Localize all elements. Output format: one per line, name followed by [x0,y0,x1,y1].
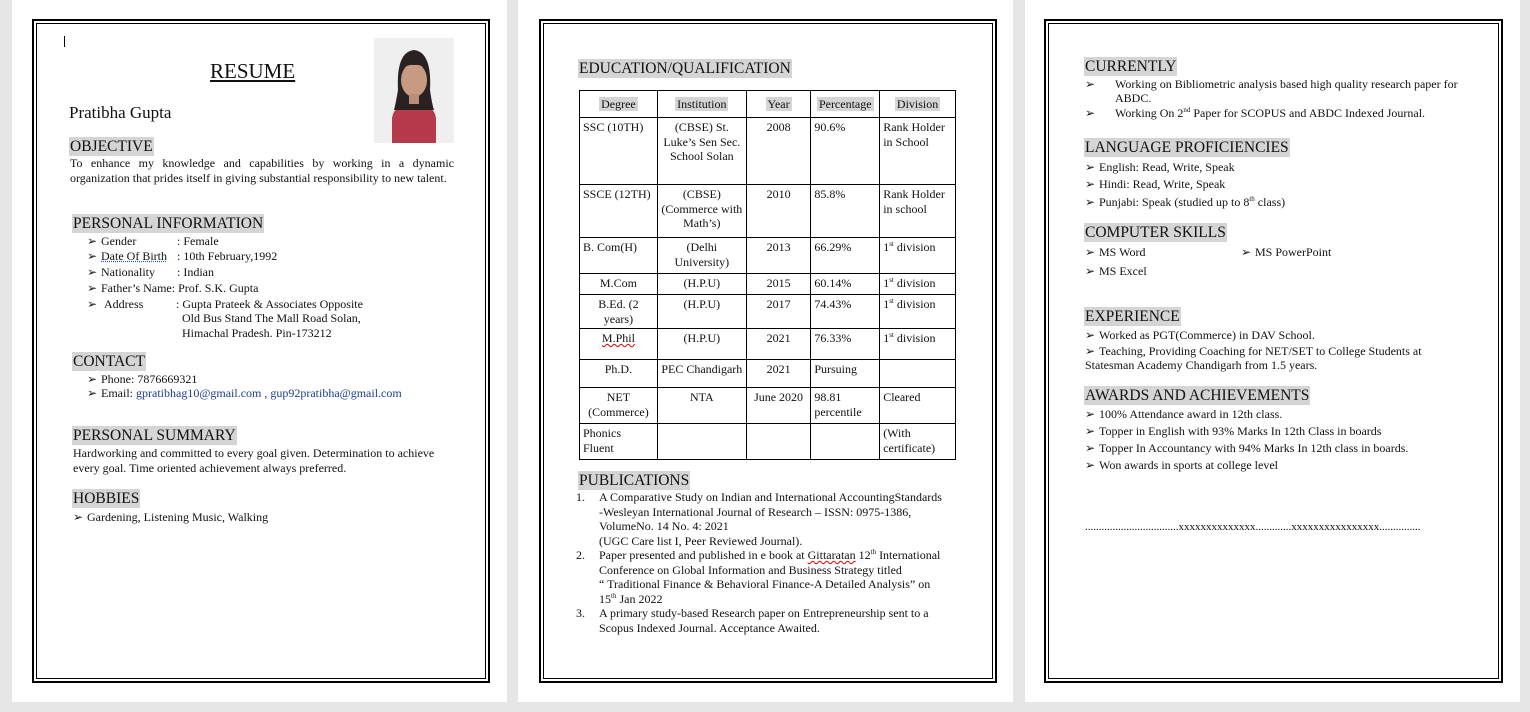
text-cursor [64,36,65,47]
profile-photo [374,38,454,143]
email-link-1[interactable]: gpratibhag10@gmail.com [136,386,262,400]
experience-heading: EXPERIENCE [1085,308,1180,325]
cell-division: (With certificate) [880,424,956,460]
table-row [580,295,956,329]
column-header: Year [746,91,811,118]
email-link-2[interactable]: gup92pratibha@gmail.com [270,386,402,400]
currently-item-cont: ABDC. [1115,91,1152,105]
footer-line: ..................................xxxxxxxxxxxxxx.............xxxxxxxxxxxxxxxx............... [1085,521,1421,533]
cell-percentage [811,424,880,460]
cell-year: 2008 [746,118,811,185]
cell-degree: Ph.D. [580,360,658,388]
cell-percentage: 76.33% [811,329,880,360]
personal-info-heading: PERSONAL INFORMATION [73,215,264,232]
skill-item: ➢ MS Excel [1085,264,1147,278]
cell-degree: SSCE (12TH) [580,185,658,238]
experience-item-cont: Statesman Academy Chandigarh from 1.5 years. [1085,358,1318,372]
contact-heading: CONTACT [73,353,145,370]
cell-institution [657,424,746,460]
info-address: ➢ Address : Gupta Prateek & Associates Opposite [87,297,363,311]
publication-item: 1. A Comparative Study on Indian and International AccountingStandards -Wesleyan International Journal of Research – ISSN: 0975-1386, VolumeNo. 14 No. 4: 2021 (UGC Care list I, Peer Reviewed Journal). [576,490,942,548]
objective-text: To enhance my knowledge and capabilities by working in a dynamic organization that prides itself in giving substantial responsibility to new talent. [70,156,454,185]
publication-item: 2. Paper presented and published in e book at Gittaratan 12th International Conference on Global Information and Business Strategy titled “ Traditional Finance & Behavioral Finance-A Detailed Analysis” on 15th Jan 2022 [576,548,941,606]
language-item: ➢ Punjabi: Speak (studied up to 8th class) [1085,195,1286,209]
hobbies-text: ➢ Gardening, Listening Music, Walking [73,510,269,524]
cell-division: Rank Holder in School [880,118,956,185]
award-item: ➢ Won awards in sports at college level [1085,458,1278,472]
cell-institution: (CBSE) (Commerce with Math’s) [657,185,746,238]
cell-percentage: 74.43% [811,295,880,329]
cell-institution: (CBSE) St. Luke’s Sen Sec. School Solan [657,118,746,185]
table-row [580,238,956,274]
table-row [580,274,956,295]
cell-degree: NET (Commerce) [580,388,658,424]
column-header: Division [880,91,956,118]
cell-year [746,424,811,460]
contact-phone: ➢ Phone: 7876669321 [87,372,198,386]
cell-percentage: 98.81 percentile [811,388,880,424]
cell-percentage: 85.8% [811,185,880,238]
table-row [580,424,956,460]
skill-item: ➢ MS PowerPoint [1241,245,1332,259]
skill-item: ➢ MS Word [1085,245,1146,259]
info-gender: ➢ Gender : Female [87,234,219,248]
cell-institution: (H.P.U) [657,329,746,360]
table-header-row [580,91,956,118]
cell-year: 2017 [746,295,811,329]
info-address-line2: Old Bus Stand The Mall Road Solan, [182,311,361,325]
info-nationality: ➢ Nationality : Indian [87,265,214,279]
cell-institution: (Delhi University) [657,238,746,274]
page-3 [1025,0,1520,702]
languages-heading: LANGUAGE PROFICIENCIES [1085,139,1289,156]
cell-institution: PEC Chandigarh [657,360,746,388]
page-2 [518,0,1013,702]
table-row [580,388,956,424]
cell-division: Rank Holder in school [880,185,956,238]
education-heading: EDUCATION/QUALIFICATION [579,60,791,77]
cell-year: June 2020 [746,388,811,424]
cell-percentage: 66.29% [811,238,880,274]
table-row [580,360,956,388]
column-header: Percentage [811,91,880,118]
award-item: ➢ 100% Attendance award in 12th class. [1085,407,1283,421]
cell-division: 1st division [880,329,956,360]
language-item: ➢ Hindi: Read, Write, Speak [1085,177,1226,191]
summary-text: Hardworking and committed to every goal given. Determination to achieve every goal. Time oriented achievement always preferred. [73,446,435,475]
page-1 [12,0,507,702]
cell-degree: Phonics Fluent [580,424,658,460]
award-item: ➢ Topper in English with 93% Marks In 12th Class in boards [1085,424,1382,438]
cell-degree: SSC (10TH) [580,118,658,185]
candidate-name: Pratibha Gupta [69,103,172,122]
table-row [580,329,956,360]
cell-year: 2021 [746,329,811,360]
cell-degree: M.Phil [580,329,658,360]
currently-item: ➢ Working on Bibliometric analysis based high quality research paper for [1085,77,1458,91]
publication-item: 3. A primary study-based Research paper on Entrepreneurship sent to a Scopus Indexed Journal. Acceptance Awaited. [576,606,929,635]
summary-heading: PERSONAL SUMMARY [73,427,236,444]
experience-item: ➢ Teaching, Providing Coaching for NET/SET to College Students at [1085,344,1422,358]
cell-institution: (H.P.U) [657,295,746,329]
cell-division: 1st division [880,238,956,274]
cell-year: 2021 [746,360,811,388]
info-dob: ➢ Date Of Birth : 10th February,1992 [87,249,278,263]
cell-institution: (H.P.U) [657,274,746,295]
cell-division [880,360,956,388]
table-row [580,185,956,238]
language-item: ➢ English: Read, Write, Speak [1085,160,1235,174]
hobbies-heading: HOBBIES [73,490,140,507]
cell-degree: M.Com [580,274,658,295]
cell-division: 1st division [880,274,956,295]
cell-division: Cleared [880,388,956,424]
info-address-line3: Himachal Pradesh. Pin-173212 [182,326,332,340]
resume-title: RESUME [210,59,296,83]
column-header: Degree [580,91,658,118]
publications-heading: PUBLICATIONS [579,472,690,489]
cell-degree: B. Com(H) [580,238,658,274]
awards-heading: AWARDS AND ACHIEVEMENTS [1085,387,1310,404]
cell-year: 2010 [746,185,811,238]
cell-percentage: 60.14% [811,274,880,295]
currently-item: ➢ Working On 2nd Paper for SCOPUS and ABDC Indexed Journal. [1085,106,1426,120]
cell-institution: NTA [657,388,746,424]
experience-item: ➢ Worked as PGT(Commerce) in DAV School. [1085,328,1315,342]
table-row [580,118,956,185]
education-table [579,90,956,460]
info-father-name: ➢ Father’s Name: Prof. S.K. Gupta [87,281,259,295]
cell-degree: B.Ed. (2 years) [580,295,658,329]
skills-heading: COMPUTER SKILLS [1085,224,1226,241]
cell-year: 2013 [746,238,811,274]
cell-percentage: Pursuing [811,360,880,388]
column-header: Institution [657,91,746,118]
cell-division: 1st division [880,295,956,329]
currently-heading: CURRENTLY [1085,58,1177,75]
award-item: ➢ Topper In Accountancy with 94% Marks In 12th class in boards. [1085,441,1409,455]
cell-percentage: 90.6% [811,118,880,185]
contact-email: ➢ Email: gpratibhag10@gmail.com , gup92pratibha@gmail.com [87,386,402,400]
cell-year: 2015 [746,274,811,295]
objective-heading: OBJECTIVE [70,138,153,155]
